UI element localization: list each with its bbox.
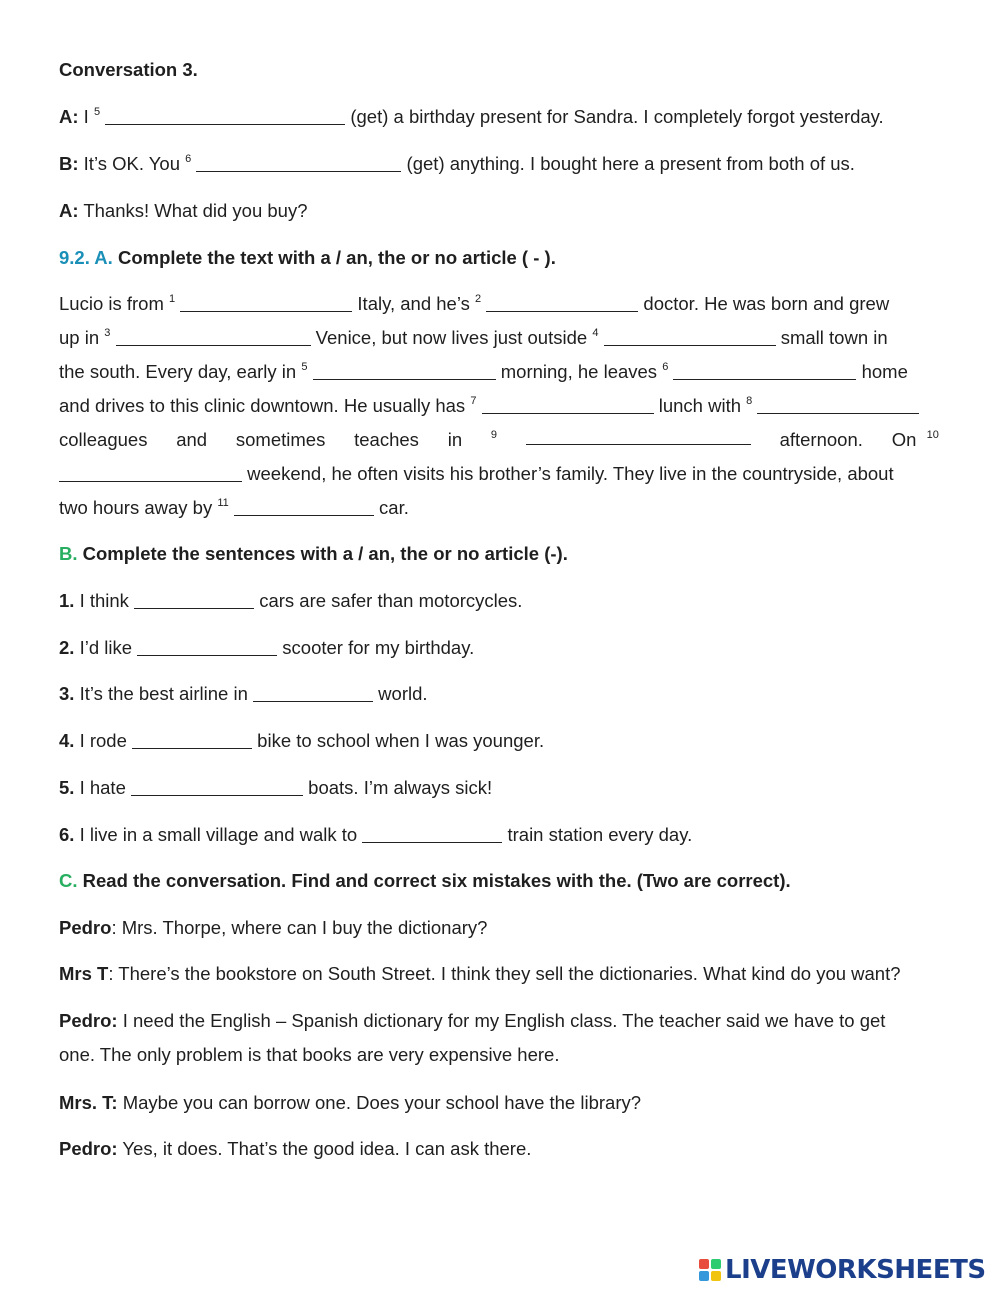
exercise-a-line-4: and drives to this clinic downtown. He usually has $^7$ lunch with $^8$: [59, 394, 939, 418]
conversation-line-a1: A: I $^5$ (get) a birthday present for Sandra. I completely forgot yesterday.: [59, 106, 884, 127]
exercise-b-heading: B. Complete the sentences with a / an, the or no article (-).: [59, 543, 568, 564]
exercise-b-item-2: 2. I’d like scooter for my birthday.: [59, 637, 475, 658]
blank-a4[interactable]: [604, 329, 776, 346]
conversation-line-a2: A: Thanks! What did you buy?: [59, 200, 308, 221]
liveworksheets-logo: [699, 1255, 986, 1285]
exercise-c-line-6: Pedro: Yes, it does. That’s the good idea. I can ask there.: [59, 1138, 532, 1159]
blank-a2[interactable]: [486, 295, 638, 312]
exercise-b-item-5: 5. I hate boats. I’m always sick!: [59, 777, 493, 798]
conversation-title: Conversation 3.: [59, 59, 198, 80]
blank-a10[interactable]: [59, 465, 242, 482]
exercise-a-line-7: two hours away by $^{11}$ car.: [59, 497, 409, 518]
blank-a9[interactable]: [526, 428, 751, 445]
exercise-c-line-2: Mrs T: There’s the bookstore on South Street. I think they sell the dictionaries. What kind do you want?: [59, 963, 901, 984]
exercise-b-item-6: 6. I live in a small village and walk to train station every day.: [59, 824, 693, 845]
exercise-b-item-3: 3. It’s the best airline in world.: [59, 683, 428, 704]
logo-text: LIVEWORKSHEETS: [725, 1255, 986, 1285]
blank-5[interactable]: [105, 108, 345, 125]
blank-b4[interactable]: [132, 732, 252, 749]
exercise-c-heading: C. Read the conversation. Find and correct six mistakes with the. (Two are correct).: [59, 870, 791, 891]
conversation-line-b: B: It’s OK. You $^6$ (get) anything. I bought here a present from both of us.: [59, 153, 855, 174]
exercise-a-line-5: colleagues and sometimes teaches in $^9$ afternoon. On $^{10}$: [59, 429, 939, 450]
exercise-c-line-3: Pedro: I need the English – Spanish dictionary for my English class. The teacher said we have to get: [59, 1010, 886, 1031]
blank-a6[interactable]: [673, 363, 856, 380]
exercise-b-item-4: 4. I rode bike to school when I was younger.: [59, 730, 545, 751]
logo-blocks-icon: [699, 1259, 721, 1281]
blank-b1[interactable]: [134, 592, 254, 609]
blank-a7[interactable]: [482, 397, 654, 414]
exercise-a-line-2: up in $^3$ Venice, but now lives just outside $^4$ small town in: [59, 327, 888, 348]
exercise-a-line-3: the south. Every day, early in $^5$ morning, he leaves $^6$ home: [59, 361, 908, 382]
exercise-c-line-1: Pedro: Mrs. Thorpe, where can I buy the dictionary?: [59, 917, 488, 938]
blank-a5[interactable]: [313, 363, 496, 380]
exercise-a-line-1: Lucio is from $^1$ Italy, and he’s $^2$ doctor. He was born and grew: [59, 293, 890, 314]
blank-6[interactable]: [196, 155, 401, 172]
blank-b6[interactable]: [362, 826, 502, 843]
blank-a1[interactable]: [180, 295, 352, 312]
blank-b3[interactable]: [253, 685, 373, 702]
exercise-a-heading: 9.2. A. Complete the text with a / an, the or no article ( - ).: [59, 247, 556, 268]
exercise-a-line-6: weekend, he often visits his brother’s family. They live in the countryside, about: [59, 462, 939, 486]
blank-b5[interactable]: [131, 779, 303, 796]
blank-a8[interactable]: [757, 397, 919, 414]
exercise-b-item-1: 1. I think cars are safer than motorcycles.: [59, 590, 523, 611]
blank-a3[interactable]: [116, 329, 311, 346]
exercise-c-line-5: Mrs. T: Maybe you can borrow one. Does your school have the library?: [59, 1092, 642, 1113]
blank-a11[interactable]: [234, 499, 374, 516]
exercise-c-line-4: one. The only problem is that books are very expensive here.: [59, 1044, 560, 1065]
blank-b2[interactable]: [137, 639, 277, 656]
